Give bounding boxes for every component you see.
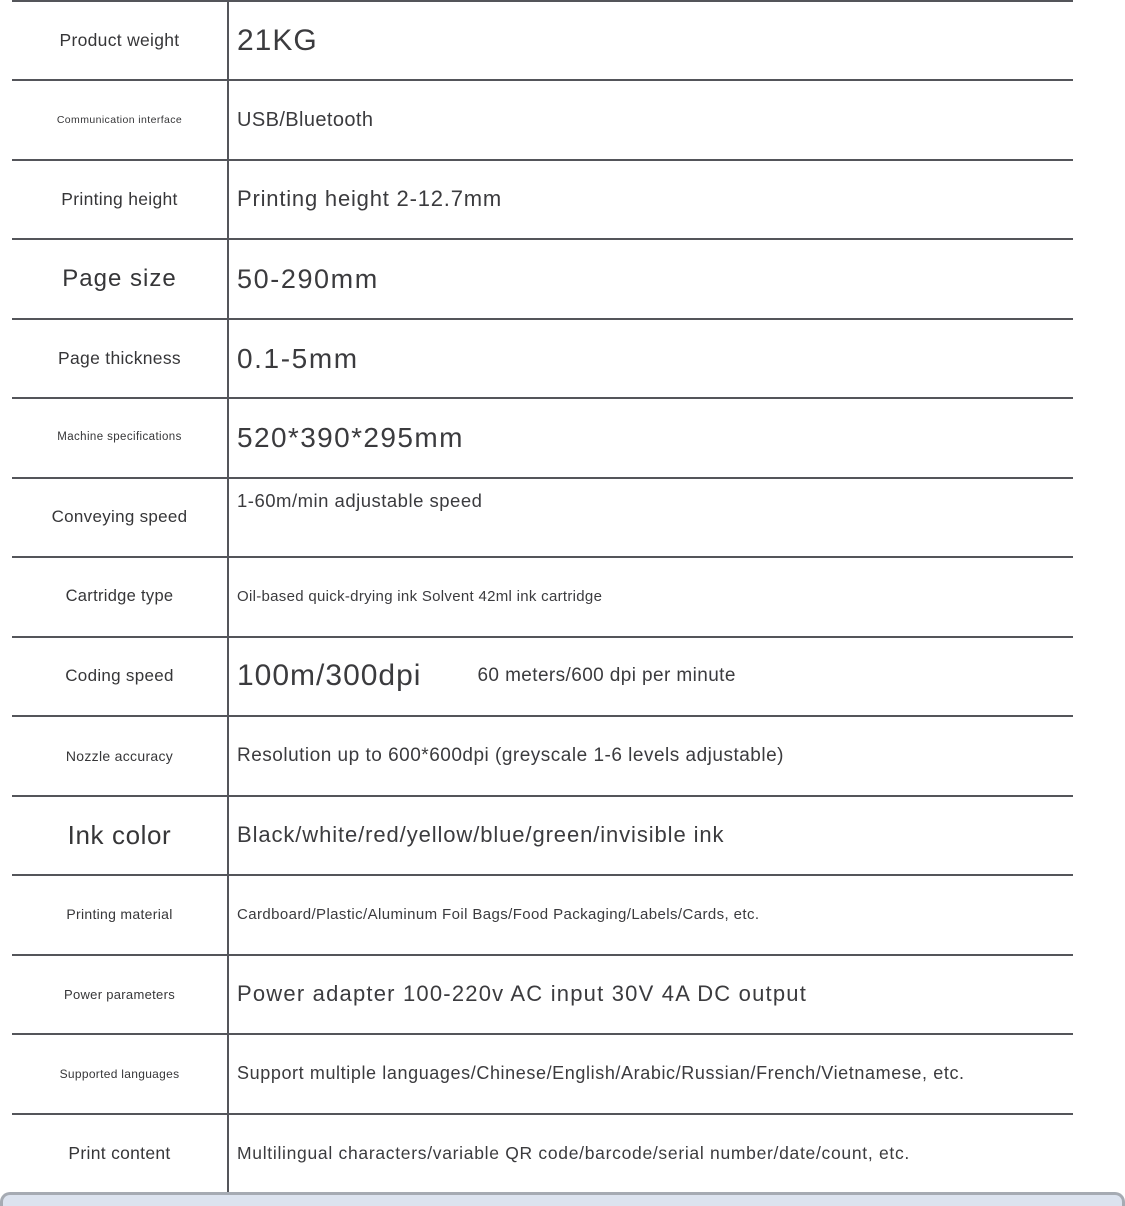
spec-label: Print content (12, 1115, 229, 1192)
row-conveying-speed (12, 477, 1073, 556)
spec-label: Supported languages (12, 1035, 229, 1112)
row-page-size (12, 238, 1073, 317)
spec-label: Page thickness (12, 320, 229, 397)
row-coding-speed (12, 636, 1073, 715)
coding-speed-secondary: 60 meters/600 dpi per minute (477, 665, 736, 687)
spec-value: 50-290mm (237, 263, 379, 294)
row-printing-material (12, 874, 1073, 953)
spec-label: Cartridge type (12, 558, 229, 635)
spec-value: 520*390*295mm (237, 422, 464, 454)
spec-label: Power parameters (12, 956, 229, 1033)
row-machine-specifications (12, 397, 1073, 476)
spec-label: Nozzle accuracy (12, 717, 229, 794)
spec-label: Printing height (12, 161, 229, 238)
spec-value: 1-60m/min adjustable speed (237, 489, 483, 511)
spec-label: Page size (12, 240, 229, 317)
spec-value: Multilingual characters/variable QR code/barcode/serial number/date/count, etc. (237, 1142, 910, 1163)
spec-value: Cardboard/Plastic/Aluminum Foil Bags/Food Packaging/Labels/Cards, etc. (237, 905, 760, 923)
spec-value: 21KG (237, 23, 318, 57)
spec-label: Coding speed (12, 638, 229, 715)
row-nozzle-accuracy (12, 715, 1073, 794)
spec-label: Machine specifications (12, 399, 229, 476)
row-power-parameters (12, 954, 1073, 1033)
spec-label: Product weight (12, 2, 229, 79)
spec-value: Printing height 2-12.7mm (237, 186, 502, 212)
spec-value: Resolution up to 600*600dpi (greyscale 1-6 levels adjustable) (237, 744, 784, 766)
row-page-thickness (12, 318, 1073, 397)
spec-label: Communication interface (12, 81, 229, 158)
spec-value: 0.1-5mm (237, 342, 359, 374)
spec-value: USB/Bluetooth (237, 109, 374, 132)
bottom-panel-edge (0, 1192, 1125, 1206)
spec-value: Power adapter 100-220v AC input 30V 4A DC output (237, 981, 808, 1007)
row-supported-languages (12, 1033, 1073, 1112)
spec-value: Support multiple languages/Chinese/English/Arabic/Russian/French/Vietnamese, etc. (237, 1063, 965, 1083)
spec-label: Conveying speed (12, 479, 229, 556)
row-product-weight (12, 0, 1073, 79)
row-print-content (12, 1113, 1073, 1192)
row-communication-interface (12, 79, 1073, 158)
spec-value (229, 638, 1073, 715)
spec-label: Ink color (12, 797, 229, 874)
row-cartridge-type (12, 556, 1073, 635)
spec-value: Black/white/red/yellow/blue/green/invisible ink (237, 822, 725, 848)
row-printing-height (12, 159, 1073, 238)
product-spec-table (12, 0, 1073, 1192)
spec-label: Printing material (12, 876, 229, 953)
spec-value: Oil-based quick-drying ink Solvent 42ml ink cartridge (237, 587, 603, 605)
coding-speed-primary: 100m/300dpi (237, 659, 422, 693)
row-ink-color (12, 795, 1073, 874)
